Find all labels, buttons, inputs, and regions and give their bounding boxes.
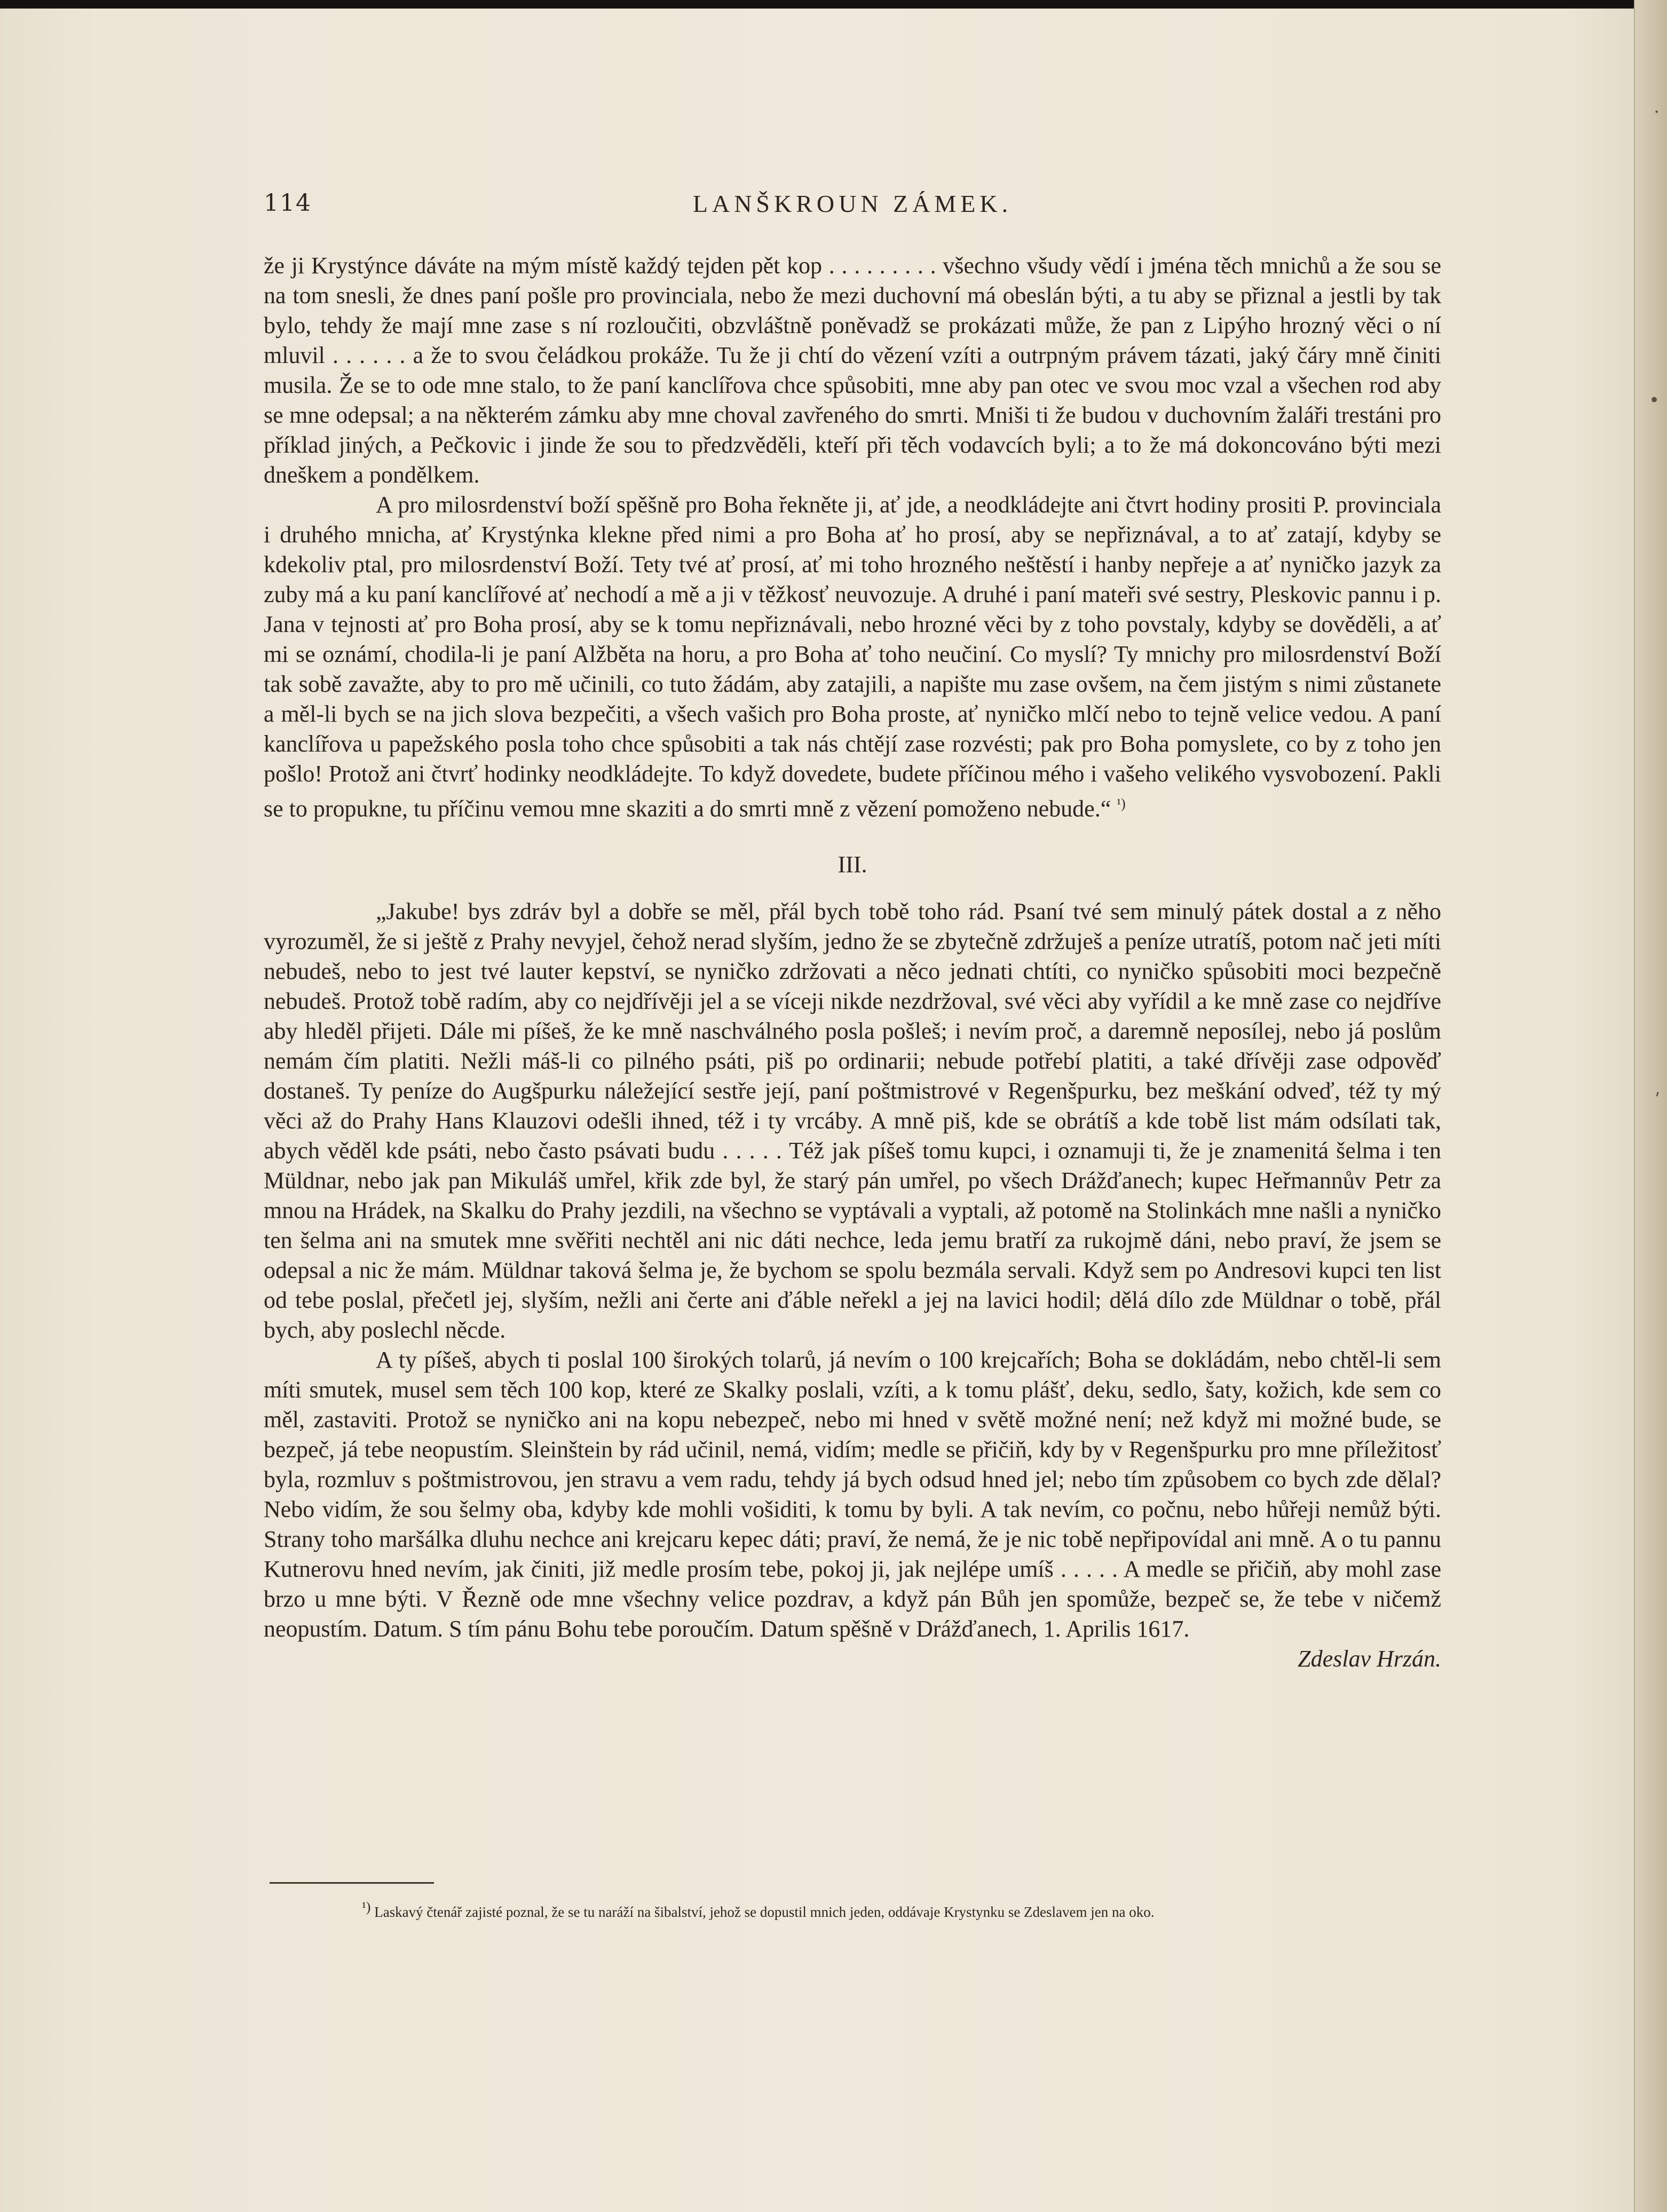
scan-top-border (0, 0, 1667, 9)
footnote-rule (270, 1882, 434, 1884)
page-header (264, 189, 1441, 232)
running-head: LANŠKROUN ZÁMEK. (692, 190, 1013, 217)
page-number: 114 (264, 189, 312, 217)
footnote-marker: ¹) (1117, 796, 1126, 811)
edge-mark: • (1648, 390, 1660, 411)
footnote-marker: ¹) (362, 1899, 371, 1915)
paragraph-text: A ty píšeš, abych ti poslal 100 širokých tolarů, já nevím o 100 krejcařích; Boha se dokládám, nebo chtěl-li sem míti smutek, musel sem těch 100 kop, které ze Skalky poslali, vzíti, a k tomu plášť, deku, sedlo, šaty, kožich, kde sem co měl, zastaviti. Protož se nyničko ani na kopu nebezpeč, nebo mi hned v světě možné není; než když mi možné bude, se bezpeč, já tebe neopustím. Sleinštein by rád učinil, nemá, vidím; medle se přičiň, kdy by v Regenšpurku pro mne příležitosť byla, rozmluv s poštmistrovou, jen stravu a vem radu, tehdy já bych odsud hned jel; nebo tím způsobem co bych zde dělal? Nebo vidím, že sou šelmy oba, kdyby kde mohli vošiditi, k tomu by byli. A tak nevím, co počnu, nebo hůřeji nemůž býti. Strany toho maršálka dluhu nechce ani krejcaru kepec dáti; praví, že nemá, že je nic tobě nepřipovídal ani mně. A o tu pannu Kutnerovu hned nevím, jak činiti, již medle prosím tebe, pokoj ji, jak nejlépe umíš . . . . . A medle se přičiň, aby mohl zase brzo u mne býti. V Řezně ode mne všechny velice pozdrav, a když pán Bůh jen spomůže, bezpeč se, že tebe v ničemž neopustím. Datum. S tím pánu Bohu tebe poroučím. Datum spěšně v Drážďanech, 1. Aprilis 1617. (264, 1346, 1441, 1642)
paragraph (264, 490, 1441, 824)
edge-mark: ʼ (1654, 1089, 1660, 1110)
paragraph: že ji Krystýnce dáváte na mým místě každý tejden pět kop . . . . . . . . . všechno všudy vědí i jména těch mnichů a že sou se na tom snesli, že dnes paní pošle pro provinciala, nebo že mezi duchovní má obeslán býti, a tu aby se přiznal a jestli by tak bylo, tehdy že mají mne zase s ní rozloučiti, obzvláštně poněvadž se prokázati může, že pan z Lipýho hrozný věci o ní mluvil . . . . . . a že to svou čeládkou prokáže. Tu že ji chtí do vězení vzíti a outrpným právem tázati, jaký čáry mně činiti musila. Že se to ode mne stalo, to že paní kanclířova chce spůsobiti, mne aby pan otec ve svou moc vzal a všechen rod aby se mne odepsal; a na některém zámku aby mne choval zavřeného do smrti. Mniši ti že budou v duchovním žaláři trestáni pro příklad jiných, a Pečkovic i jinde že sou to předzvěděli, kteří při těch vodavcích byli; a to že má dokoncováno býti mezi dneškem a pondělkem. (264, 252, 1441, 488)
paragraph: „Jakube! bys zdráv byl a dobře se měl, přál bych tobě toho rád. Psaní tvé sem minulý pátek dostal a z něho vyrozuměl, že si ještě z Prahy nevyjel, čehož nerad slyším, jedno že se zbytečně zdržuješ a peníze utratíš, potom nač jeti míti nebudeš, nebo to jest tvé lauter kepství, se nyničko zdržovati a něco jednati chtíti, co nyničko spůsobiti moci bezpečně nebudeš. Protož tobě radím, aby co nejdřívěji jel a se víceji nikde nezdržoval, své věci aby vyřídil a ke mně zase co nejdříve aby hleděl přijeti. Dále mi píšeš, že ke mně naschválného posla pošleš; i nevím proč, a daremně neposílej, nebo já poslům nemám čím platiti. Nežli máš-li co pilného psáti, piš po ordinarii; nebude potřebí platiti, a také dřívěji zase odpověď dostaneš. Ty peníze do Augšpurku náležející sestře její, paní poštmistrové v Regenšpurku, bez meškání odveď, též ty mý věci až do Prahy Hans Klauzovi odešli ihned, též i ty vrcáby. A mně piš, kde se obrátíš a kde tobě list mám odsílati tak, abych věděl kde psáti, nebo často psávati budu . . . . . Též jak píšeš tomu kupci, i oznamuji ti, že je znamenitá šelma i ten Müldnar, nebo jak pan Mikuláš umřel, křik zde byl, že starý pán umřel, po všech Drážďanech; kupec Heřmannův Petr za mnou na Hrádek, na Skalku do Prahy jezdili, na všechno se vyptávali a vyptali, až potomě na Stolinkách mne našli a nyničko ten šelma ani na smutek mne svěřiti nechtěl ani nic dáti nechce, leda jemu bratří za rukojmě dáni, nebo praví, že jsem se odepsal a nic že mám. Müldnar taková šelma je, že bychom se spolu bezmála servali. Když sem po Andresovi kupci ten list od tebe poslal, přečetl jej, slyším, nežli ani čerte ani ďáble neřekl a jej na lavici hodil; dělá dílo zde Müldnar o tobě, přál bych, aby poslechl něcde. (264, 898, 1441, 1343)
signature: Zdeslav Hrzán. (1298, 1645, 1441, 1672)
paragraph-text: A pro milosrdenství boží spěšně pro Boha řekněte ji, ať jde, a neodkládejte ani čtvrt hodiny prositi P. provinciala i druhého mnicha, ať Krystýnka klekne před nimi a pro Boha ať ho prosí, aby se nepřiznával, a to ať zatají, kdyby se kdekoliv ptal, pro milosrdenství Boží. Tety tvé ať prosí, ať mi toho hrozného neštěstí i hanby nepřeje a ať nyničko jazyk za zuby má a ku paní kanclířové ať nechodí a mě a ji v těžkosť neuvozuje. A druhé i paní mateři své sestry, Pleskovic pannu i p. Jana v tejnosti ať pro Boha prosí, aby se k tomu nepřiznávali, nebo hrozné věci by z toho povstaly, kdyby se dověděli, a ať mi se oznámí, chodila-li je paní Alžběta na horu, a pro Boha ať toho neučiní. Co myslí? Ty mnichy pro milosrdenství Boží tak sobě zavažte, aby to pro mě učinili, co tuto žádám, aby zatajili, a napište mu zase ovšem, na čem jistým s nimi zůstanete a měl-li bych se na jich slova bezpečiti, a všech vašich pro Boha proste, ať nyničko mlčí nebo to tejně velice vedou. A paní kanclířova u papežského posla toho chce spůsobiti a tak nás chtějí zase rozvésti; pak pro Boha pomyslete, co by z toho jen pošlo! Protož ani čtvrť hodinky neodkládejte. To když dovedete, budete příčinou mého i vašeho velikého vysvobození. Pakli se to propukne, tu příčinu vemou mne skaziti a do smrti mně z vězení pomoženo nebude.“ (264, 492, 1441, 822)
footnote-text: Laskavý čtenář zajisté poznal, že se tu naráží na šibalství, jehož se dopustil mnich jeden, oddávaje Krystynku se Zdeslavem jen na oko. (374, 1904, 1155, 1920)
footnote (362, 1898, 1451, 1922)
section-heading: III. (838, 851, 867, 878)
edge-mark: · (1654, 101, 1660, 123)
main-text (264, 251, 1441, 1674)
page-edge (1634, 0, 1667, 2212)
paragraph (264, 1345, 1441, 1672)
